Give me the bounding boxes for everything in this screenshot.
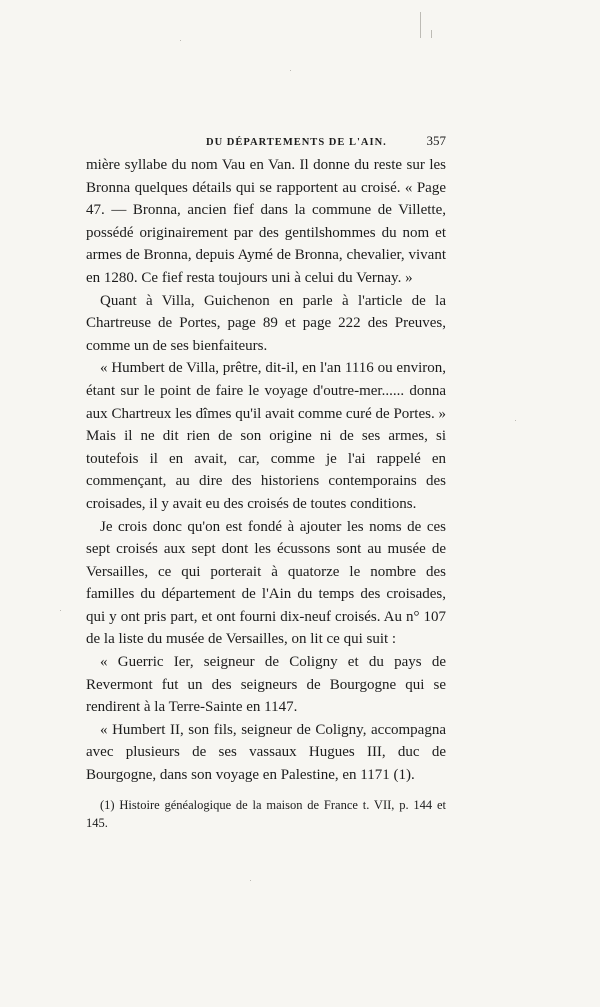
paragraph: « Guerric Ier, seigneur de Coligny et du pays de Revermont fut un des seigneurs de Bourgogne qui se rendirent à la Terre-Sainte en 1147. bbox=[86, 654, 446, 716]
running-head bbox=[86, 133, 446, 149]
running-head-title: DU DÉPARTEMENTS DE L'AIN. bbox=[206, 137, 387, 148]
paragraph: Quant à Villa, Guichenon en parle à l'article de la Chartreuse de Portes, page 89 et page 222 des Preuves, comme un de ses bienfaiteurs. bbox=[86, 292, 446, 354]
paragraph: « Humbert II, son fils, seigneur de Coligny, accompagna avec plusieurs de ses vassaux Hugues III, duc de Bourgogne, dans son voyage en Palestine, en 1171 (1). bbox=[86, 721, 446, 784]
page-number: 357 bbox=[426, 133, 446, 148]
footnote bbox=[86, 796, 446, 832]
footnote-text: (1) Histoire généalogique de la maison de France t. VII, p. 144 et 145. bbox=[86, 798, 446, 830]
paragraph: Je crois donc qu'on est fondé à ajouter les noms de ces sept croisés aux sept dont les écussons sont au musée de Versailles, ce qui porterait à quatorze le nombre des familles du département de l'Ain du temps des croisades, qui y ont pris part, et ont fourni dix-neuf croisés. Au n° 107 de la liste du musée de Versailles, on lit ce qui suit : bbox=[86, 518, 446, 648]
body-text bbox=[86, 154, 446, 787]
paragraph: « Humbert de Villa, prêtre, dit-il, en l'an 1116 ou environ, étant sur le point de faire le voyage d'outre-mer...... donna aux Chartreux les dîmes qu'il avait comme curé de Portes. » Mais il ne dit rien de son origine ni de ses armes, si toutefois il en avait, car, comme je l'ai rappelé en commençant, au dire des historiens contemporains des croisades, il y avait eu des croisés de toutes conditions. bbox=[86, 360, 446, 512]
paragraph: mière syllabe du nom Vau en Van. Il donne du reste sur les Bronna quelques détails qui se rapportent au croisé. « Page 47. — Bronna, ancien fief dans la commune de Villette, possédé originairement par des gentilshommes du nom et armes de Bronna, depuis Aymé de Bronna, chevalier, vivant en 1280. Ce fief resta toujours uni à celui du Vernay. » bbox=[86, 157, 446, 286]
